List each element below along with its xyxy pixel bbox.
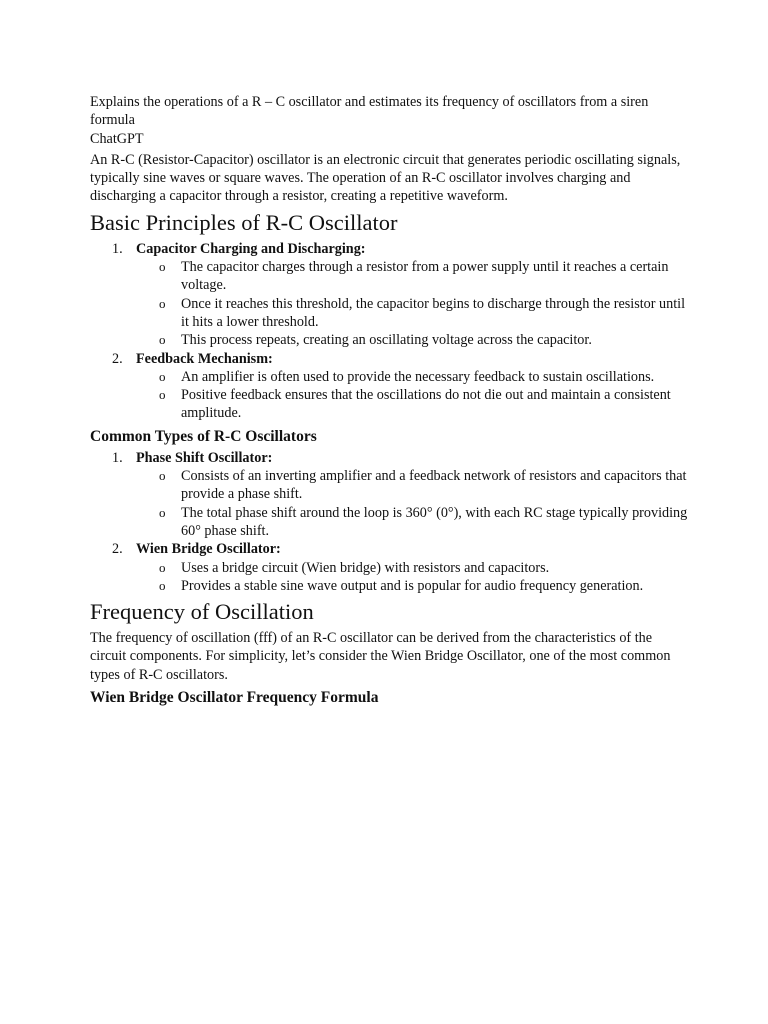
list-number: 1. bbox=[112, 449, 123, 466]
bullet-text: This process repeats, creating an oscillating voltage across the capacitor. bbox=[181, 332, 592, 349]
bullet-icon: o bbox=[159, 504, 166, 520]
common-types-list bbox=[90, 449, 690, 595]
list-item-title: Phase Shift Oscillator: bbox=[136, 449, 273, 466]
author-label: ChatGPT bbox=[90, 130, 144, 147]
bullet-text: The total phase shift around the loop is 360° (0°), with each RC stage typically providing 60° phase shift. bbox=[181, 504, 688, 539]
bullet-text: The capacitor charges through a resistor from a power supply until it reaches a certain voltage. bbox=[181, 259, 669, 294]
bullet-item bbox=[159, 577, 690, 595]
intro-paragraph: An R-C (Resistor-Capacitor) oscillator is an electronic circuit that generates periodic oscillating signals, typically sine waves or square waves. The operation of an R-C oscillator involves charging and discharging a capacitor through a resistor, creating a repetitive waveform. bbox=[90, 151, 681, 205]
sub-list bbox=[136, 258, 690, 349]
list-item bbox=[112, 540, 690, 595]
bullet-item bbox=[159, 258, 690, 295]
list-number: 2. bbox=[112, 350, 123, 367]
bullet-text: Once it reaches this threshold, the capacitor begins to discharge through the resistor until it hits a lower threshold. bbox=[181, 295, 686, 330]
list-item-title: Feedback Mechanism: bbox=[136, 350, 273, 367]
bullet-icon: o bbox=[159, 259, 166, 275]
bullet-text: Consists of an inverting amplifier and a feedback network of resistors and capacitors that provide a phase shift. bbox=[181, 468, 687, 503]
bullet-icon: o bbox=[159, 387, 166, 403]
list-item bbox=[112, 240, 690, 350]
sub-list bbox=[136, 559, 690, 596]
bullet-icon: o bbox=[159, 577, 166, 593]
list-item-title: Capacitor Charging and Discharging: bbox=[136, 240, 366, 257]
section-heading-basic-principles: Basic Principles of R-C Oscillator bbox=[90, 209, 398, 235]
bullet-icon: o bbox=[159, 295, 166, 311]
frequency-paragraph: The frequency of oscillation (fff) of an R-C oscillator can be derived from the characteristics of the circuit components. For simplicity, let’s consider the Wien Bridge Oscillator, one of the most common types of R-C oscillators. bbox=[90, 630, 671, 683]
list-number: 1. bbox=[112, 240, 123, 257]
bullet-text: Uses a bridge circuit (Wien bridge) with resistors and capacitors. bbox=[181, 559, 550, 576]
sub-list bbox=[136, 467, 690, 540]
document-page bbox=[90, 93, 690, 710]
bullet-icon: o bbox=[159, 368, 166, 384]
bullet-item bbox=[159, 368, 690, 386]
list-item bbox=[112, 449, 690, 540]
bullet-item bbox=[159, 467, 690, 504]
bullet-text: Provides a stable sine wave output and is popular for audio frequency generation. bbox=[181, 577, 644, 594]
bullet-text: Positive feedback ensures that the oscillations do not die out and maintain a consistent amplitude. bbox=[181, 387, 671, 422]
sub-list bbox=[136, 368, 690, 423]
bullet-icon: o bbox=[159, 559, 166, 575]
section-heading-frequency: Frequency of Oscillation bbox=[90, 599, 314, 625]
basic-principles-list bbox=[90, 240, 690, 423]
section-heading-common-types: Common Types of R-C Oscillators bbox=[90, 427, 317, 445]
bullet-item bbox=[159, 504, 690, 541]
bullet-icon: o bbox=[159, 332, 166, 348]
bullet-item bbox=[159, 386, 690, 423]
bullet-text: An amplifier is often used to provide the necessary feedback to sustain oscillations. bbox=[181, 368, 655, 385]
list-item-title: Wien Bridge Oscillator: bbox=[136, 541, 281, 558]
bullet-icon: o bbox=[159, 468, 166, 484]
prompt-text: Explains the operations of a R – C oscillator and estimates its frequency of oscillators from a siren formula bbox=[90, 94, 649, 129]
list-number: 2. bbox=[112, 541, 123, 558]
bullet-item bbox=[159, 331, 690, 349]
bullet-item bbox=[159, 295, 690, 332]
subheading-wien-formula: Wien Bridge Oscillator Frequency Formula bbox=[90, 689, 379, 707]
list-item bbox=[112, 350, 690, 423]
bullet-item bbox=[159, 559, 690, 577]
